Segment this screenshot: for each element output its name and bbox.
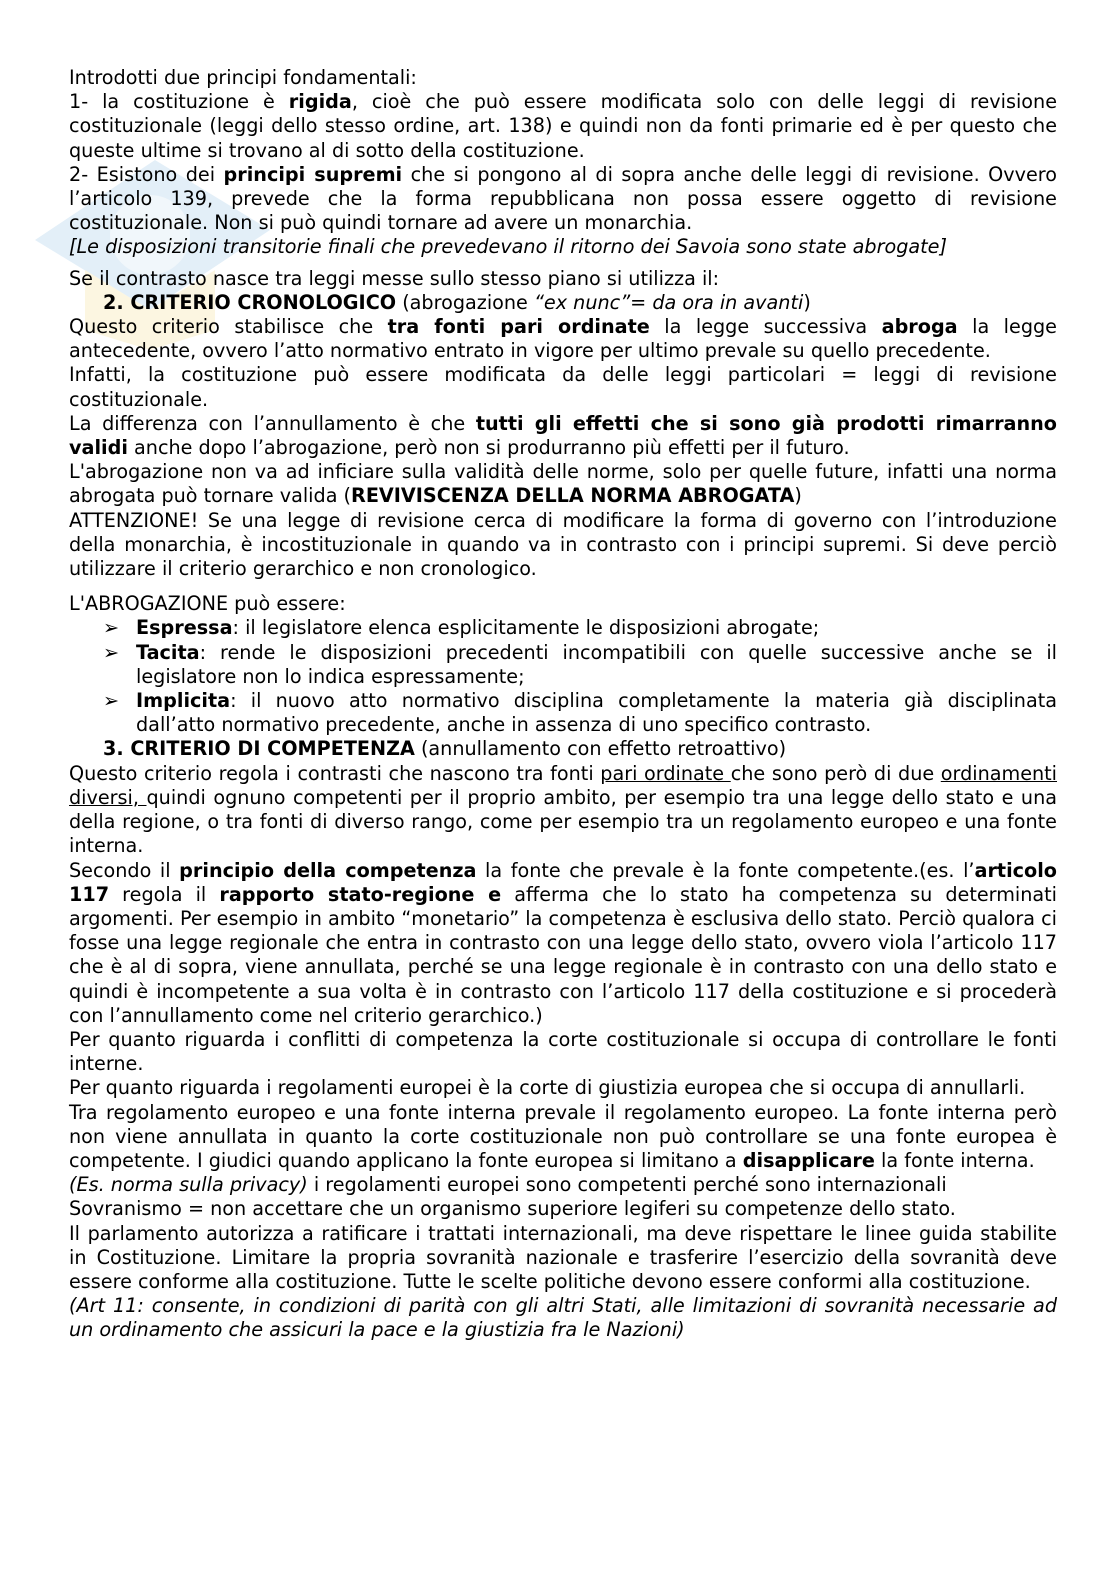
abrogazione-lead: L'ABROGAZIONE può essere: — [69, 592, 346, 616]
competenza-heading: 3. CRITERIO DI COMPETENZA (annullamento con effetto retroattivo) — [103, 737, 787, 761]
abrogazione-list — [69, 616, 1057, 737]
cronologico-p1: Questo criterio stabilisce che tra fonti pari ordinate la legge successiva abroga la legge antecedente, ovvero l’atto normativo entrato in vigore per ultimo prevale su quello precedente. — [69, 315, 1057, 363]
cronologico-p4: L'abrogazione non va ad inficiare sulla validità delle norme, solo per quelle future, infatti una norma abrogata può tornare valida (REVIVISCENZA DELLA NORMA ABROGATA) — [69, 460, 1057, 508]
cronologico-heading: 2. CRITERIO CRONOLOGICO (abrogazione “ex nunc”= da ora in avanti) — [103, 290, 811, 314]
cronologico-p2: Infatti, la costituzione può essere modificata da delle leggi particolari = leggi di revisione costituzionale. — [69, 363, 1057, 411]
competenza-p1: Questo criterio regola i contrasti che nascono tra fonti pari ordinate che sono però di due ordinamenti diversi, quindi ognuno competenti per il proprio ambito, per esempio tra una legge dello stato e una della regione, o tra fonti di diverso rango, come per esempio tra un regolamento europeo e una fonte interna. — [69, 761, 1058, 858]
intro-title: Introdotti due principi fondamentali: — [69, 66, 417, 89]
list-item: ➢ Implicita: il nuovo atto normativo disciplina completamente la materia già disciplinata dall’atto normativo precedente, anche in assenza di uno specifico contrasto. — [103, 689, 1057, 737]
arrow-bullet-icon: ➢ — [103, 689, 120, 713]
list-item: ➢ Tacita: rende le disposizioni precedenti incompatibili con quelle successive anche se il legislatore non lo indica espressamente; — [103, 640, 1057, 688]
intro-point-2: 2- Esistono dei principi supremi che si pongono al di sopra anche delle leggi di revisione. Ovvero l’articolo 139, prevede che la forma repubblicana non possa essere oggetto di revisione costituzionale. Non si può quindi tornare ad avere un monarchia. — [69, 162, 1057, 235]
cronologico-p5: ATTENZIONE! Se una legge di revisione cerca di modificare la forma di governo con l’introduzione della monarchia, è incostituzionale in quando va in contrasto con i principi supremi. Si deve perciò utilizzare il criterio gerarchico e non cronologico. — [69, 508, 1057, 581]
competenza-p8: Il parlamento autorizza a ratificare i trattati internazionali, ma deve rispettare le linee guida stabilite in Costituzione. Limitare la propria sovranità nazionale e trasferire l’esercizio della sovranità deve essere conforme alla costituzione. Tutte le scelte politiche devono essere conformi alla costituzione. — [69, 1221, 1057, 1293]
arrow-bullet-icon: ➢ — [103, 640, 120, 664]
competenza-p9: (Art 11: consente, in condizioni di parità con gli altri Stati, alle limitazioni di sovranità necessarie ad un ordinamento che assicuri la pace e la giustizia fra le Nazioni) — [69, 1294, 1057, 1342]
cronologico-lead: Se il contrasto nasce tra leggi messe sullo stesso piano si utilizza il: — [69, 266, 720, 290]
list-item: ➢ Espressa: il legislatore elenca esplicitamente le disposizioni abrogate; — [103, 616, 820, 640]
intro-point-1: 1- la costituzione è rigida, cioè che può essere modificata solo con delle leggi di revisione costituzionale (leggi dello stesso ordine, art. 138) e quindi non da fonti primarie ed è per questo che queste ultime si trovano al di sotto della costituzione. — [69, 90, 1058, 162]
competenza-p6: (Es. norma sulla privacy) i regolamenti europei sono competenti perché sono internazionali — [69, 1173, 947, 1197]
intro-note: [Le disposizioni transitorie finali che prevedevano il ritorno dei Savoia sono state abrogate] — [69, 235, 947, 259]
competenza-p7: Sovranismo = non accettare che un organismo superiore legiferi su competenze dello stato. — [69, 1197, 956, 1221]
competenza-p5: Tra regolamento europeo e una fonte interna prevale il regolamento europeo. La fonte interna però non viene annullata in quanto la corte costituzionale non può controllare se una fonte europea è competente. I giudici quando applicano la fonte europea si limitano a disapplicare la fonte interna. — [69, 1100, 1057, 1172]
competenza-p4: Per quanto riguarda i regolamenti europei è la corte di giustizia europea che si occupa di annullarli. — [69, 1076, 1026, 1100]
cronologico-p3: La differenza con l’annullamento è che tutti gli effetti che si sono già prodotti rimarranno validi anche dopo l’abrogazione, però non si produrranno più effetti per il futuro. — [69, 411, 1057, 460]
competenza-p2: Secondo il principio della competenza la fonte che prevale è la fonte competente.(es. l’articolo 117 regola il rapporto stato-regione e afferma che lo stato ha competenza su determinati argomenti. Per esempio in ambito “monetario” la competenza è esclusiva dello stato. Perciò qualora ci fosse una legge regionale che entra in contrasto con una legge dello stato, ovvero viola l’articolo 117 che è al di sopra, viene annullata, perché se una legge regionale è in contrasto con una dello stato e quindi è incompetente a sua volta è in contrasto con l’articolo 117 della costituzione e si procederà con l’annullamento come nel criterio gerarchico.) — [69, 858, 1057, 1027]
document-body — [69, 66, 1057, 1343]
competenza-p3: Per quanto riguarda i conflitti di competenza la corte costituzionale si occupa di controllare le fonti interne. — [69, 1027, 1057, 1076]
arrow-bullet-icon: ➢ — [103, 616, 120, 640]
